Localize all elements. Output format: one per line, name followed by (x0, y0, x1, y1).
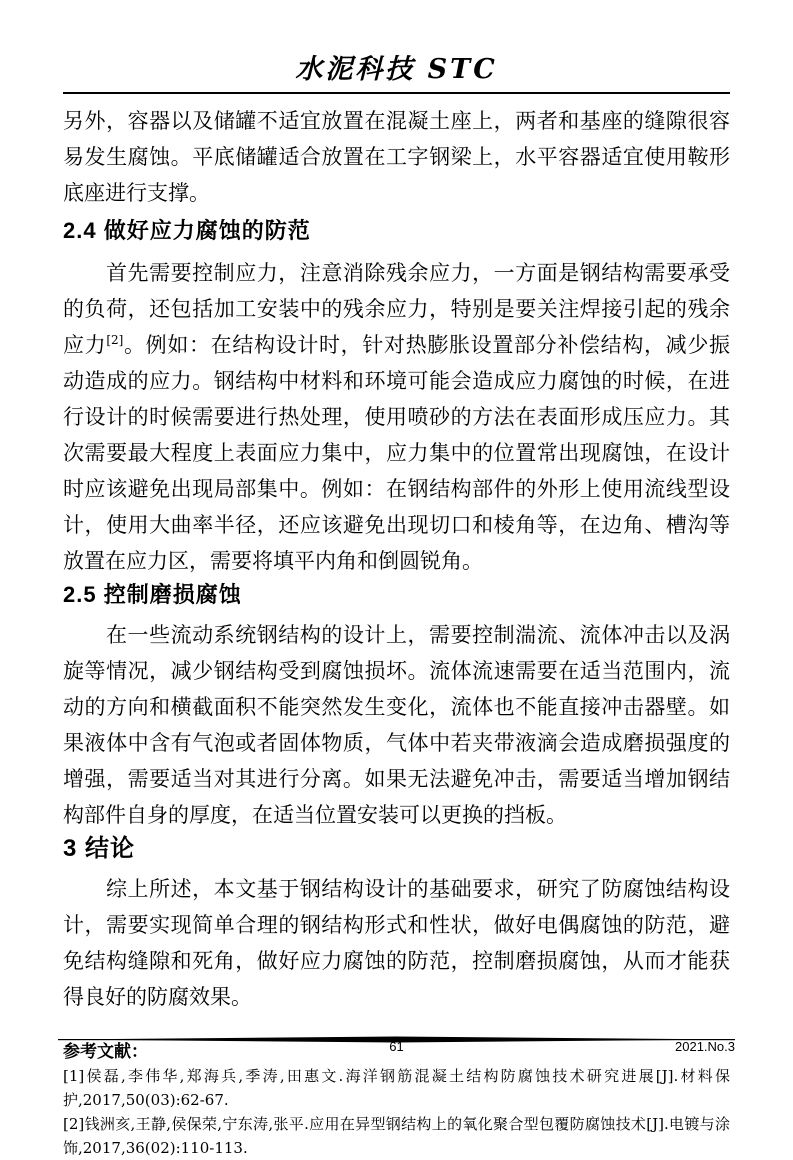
journal-title: 水泥科技 STC (295, 54, 498, 85)
header-rule (63, 92, 730, 94)
page-number: 61 (389, 1039, 404, 1054)
section-heading-2-5: 2.5 控制磨损腐蚀 (63, 582, 242, 607)
issue-number: 2021.No.3 (675, 1039, 735, 1054)
section-heading-3-conclusion: 3 结论 (63, 835, 136, 862)
page-footer (0, 1029, 793, 1056)
section-2-5-paragraph: 在一些流动系统钢结构的设计上，需要控制湍流、流体冲击以及涡旋等情况，减少钢结构受到腐蚀损坏。流体流速需要在适当范围内，流动的方向和横截面积不能突然发生变化，流体也不能直接冲击器壁。如果液体中含有气泡或者固体物质，气体中若夹带液滴会造成磨损强度的增强，需要适当对其进行分离。如果无法避免冲击，需要适当增加钢结构部件自身的厚度，在适当位置安装可以更换的挡板。 (63, 623, 730, 827)
section-2-4-paragraph (63, 255, 730, 579)
reference-item-1: [1]侯磊,李伟华,郑海兵,季涛,田惠文.海洋钢筋混凝土结构防腐蚀技术研究进展[J].材料保护,2017,50(03):62-67. (63, 1067, 730, 1109)
footer-row (58, 1038, 735, 1056)
intro-paragraph: 另外，容器以及储罐不适宜放置在混凝土座上，两者和基座的缝隙很容易发生腐蚀。平底储罐适合放置在工字钢梁上，水平容器适宜使用鞍形底座进行支撑。 (63, 109, 730, 205)
reference-item-2: [2]钱洲亥,王静,侯保荣,宁东涛,张平.应用在异型钢结构上的氧化聚合型包覆防腐蚀技术[J].电镀与涂饰,2017,36(02):110-113. (63, 1115, 730, 1157)
conclusion-paragraph: 综上所述，本文基于钢结构设计的基础要求，研究了防腐蚀结构设计，需要实现简单合理的钢结构形式和性状，做好电偶腐蚀的防范，避免结构缝隙和死角，做好应力腐蚀的防范，控制磨损腐蚀，从而才能获得良好的防腐效果。 (63, 877, 730, 1009)
references-section (63, 1040, 730, 1160)
section-heading-2-4: 2.4 做好应力腐蚀的防范 (63, 218, 311, 243)
citation-marker-2: [2] (106, 333, 124, 347)
section-2-4-text-before-citation: 首先需要控制应力，注意消除残余应力，一方面是钢结构需要承受的负荷，还包括加工安装中的残余应力，特别是要关注焊接引起的残余应力 (63, 261, 730, 357)
footer-rule (58, 1029, 735, 1037)
references-label: 参考文献： (63, 1042, 148, 1061)
section-2-4-text-after-citation: 。例如：在结构设计时，针对热膨胀设置部分补偿结构，减少振动造成的应力。钢结构中材料和环境可能会造成应力腐蚀的时候，在进行设计的时候需要进行热处理，使用喷砂的方法在表面形成压应力。其次需要最大程度上表面应力集中，应力集中的位置常出现腐蚀，在设计时应该避免出现局部集中。例如：在钢结构部件的外形上使用流线型设计，使用大曲率半径，还应该避免出现切口和棱角等，在边角、槽沟等放置在应力区，需要将填平内角和倒圆锐角。 (63, 333, 731, 573)
